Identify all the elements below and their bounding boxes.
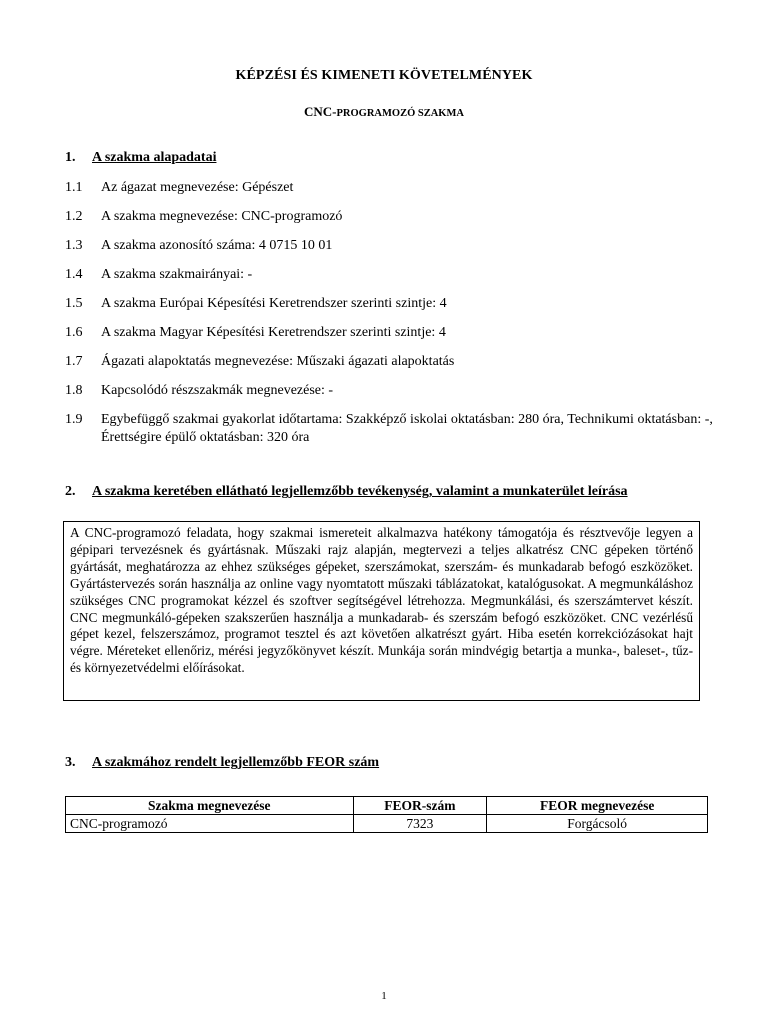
item-text: A szakma azonosító száma: 4 0715 10 01 (101, 238, 333, 253)
subtitle-smallcaps: PROGRAMOZÓ SZAKMA (336, 108, 464, 119)
item-number: 1.9 (65, 412, 83, 427)
list-item (65, 324, 715, 342)
section-1-title: A szakma alapadatai (92, 150, 217, 165)
section-3-heading (65, 755, 379, 771)
item-text: Kapcsolódó részszakmák megnevezése: - (101, 383, 334, 398)
list-item (65, 237, 715, 255)
section-1-number: 1. (65, 150, 76, 165)
column-header: FEOR-szám (353, 797, 487, 815)
section-1-heading (65, 150, 216, 166)
item-text: Egybefüggő szakmai gyakorlat időtartama: Szakképző iskolai oktatásban: 280 óra, Technikumi oktatásban: -, Érettségire épülő oktatásban: 320 óra (101, 412, 713, 445)
section-2-title: A szakma keretében ellátható legjellemzőbb tevékenység, valamint a munkaterület leírása (92, 484, 628, 499)
item-number: 1.8 (65, 383, 83, 398)
table-row (66, 815, 708, 833)
column-header: FEOR megnevezése (487, 797, 708, 815)
list-item (65, 208, 715, 226)
feor-table (65, 796, 708, 833)
section-3-title: A szakmához rendelt legjellemzőbb FEOR szám (92, 755, 380, 770)
document-title: KÉPZÉSI ÉS KIMENETI KÖVETELMÉNYEK (235, 68, 533, 83)
item-text: A szakma megnevezése: CNC-programozó (101, 209, 343, 224)
description-box: A CNC-programozó feladata, hogy szakmai ismereteit alkalmazva hatékony támogatója és résztvevője legyen a gépipari tervezésnek és gyártásnak. Műszaki rajz alapján, megtervezi a teljes alkatrész CNC gépeken történő gyártását, meghatározza az ehhez szükséges gépeket, szerszámokat, szerszám- és munkadarab befogó eszközöket. Gyártástervezés során használja az online vagy nyomtatott műszaki táblázatokat, katalógusokat. A megmunkáláshoz szükséges CNC programokat kézzel és szoftver segítségével létrehozza. Megmunkálási, és szerszámtervet készít. CNC megmunkáló-gépeken szakszerűen használja a munkadarab- és szerszám befogó eszközöket. CNC vezérlésű gépet kezel, felszerszámoz, programot tesztel és azt követően alkatrészt gyárt. Hiba esetén korrekciózásokat hajt végre. Méreteket ellenőriz, mérési jegyzőkönyvet készít. Munkája során mindvégig betartja a munka-, baleset-, tűz- és környezetvédelmi előírásokat. (63, 521, 700, 701)
item-number: 1.6 (65, 325, 83, 340)
table-cell: CNC-programozó (66, 815, 354, 833)
list-item (65, 382, 715, 400)
section-2-number: 2. (65, 484, 76, 499)
subtitle-prefix: CNC- (304, 104, 337, 119)
table-header-row (66, 797, 708, 815)
item-text: Az ágazat megnevezése: Gépészet (101, 180, 294, 195)
item-number: 1.1 (65, 180, 83, 195)
list-item (65, 295, 715, 313)
item-number: 1.7 (65, 354, 83, 369)
table-cell: Forgácsoló (487, 815, 708, 833)
item-text: Ágazati alapoktatás megnevezése: Műszaki ágazati alapoktatás (101, 354, 455, 369)
item-text: A szakma Magyar Képesítési Keretrendszer szerinti szintje: 4 (101, 325, 446, 340)
section-3-number: 3. (65, 755, 76, 770)
list-item (65, 411, 715, 447)
item-text: A szakma Európai Képesítési Keretrendszer szerinti szintje: 4 (101, 296, 447, 311)
list-item (65, 179, 715, 197)
table-cell: 7323 (353, 815, 487, 833)
item-number: 1.4 (65, 267, 83, 282)
item-number: 1.3 (65, 238, 83, 253)
list-item (65, 266, 715, 284)
item-number: 1.5 (65, 296, 83, 311)
item-text: A szakma szakmairányai: - (101, 267, 253, 282)
item-number: 1.2 (65, 209, 83, 224)
document-subtitle (0, 104, 768, 120)
page-number: 1 (381, 990, 387, 1002)
column-header: Szakma megnevezése (66, 797, 354, 815)
list-item (65, 353, 715, 371)
section-2-heading (65, 484, 628, 500)
